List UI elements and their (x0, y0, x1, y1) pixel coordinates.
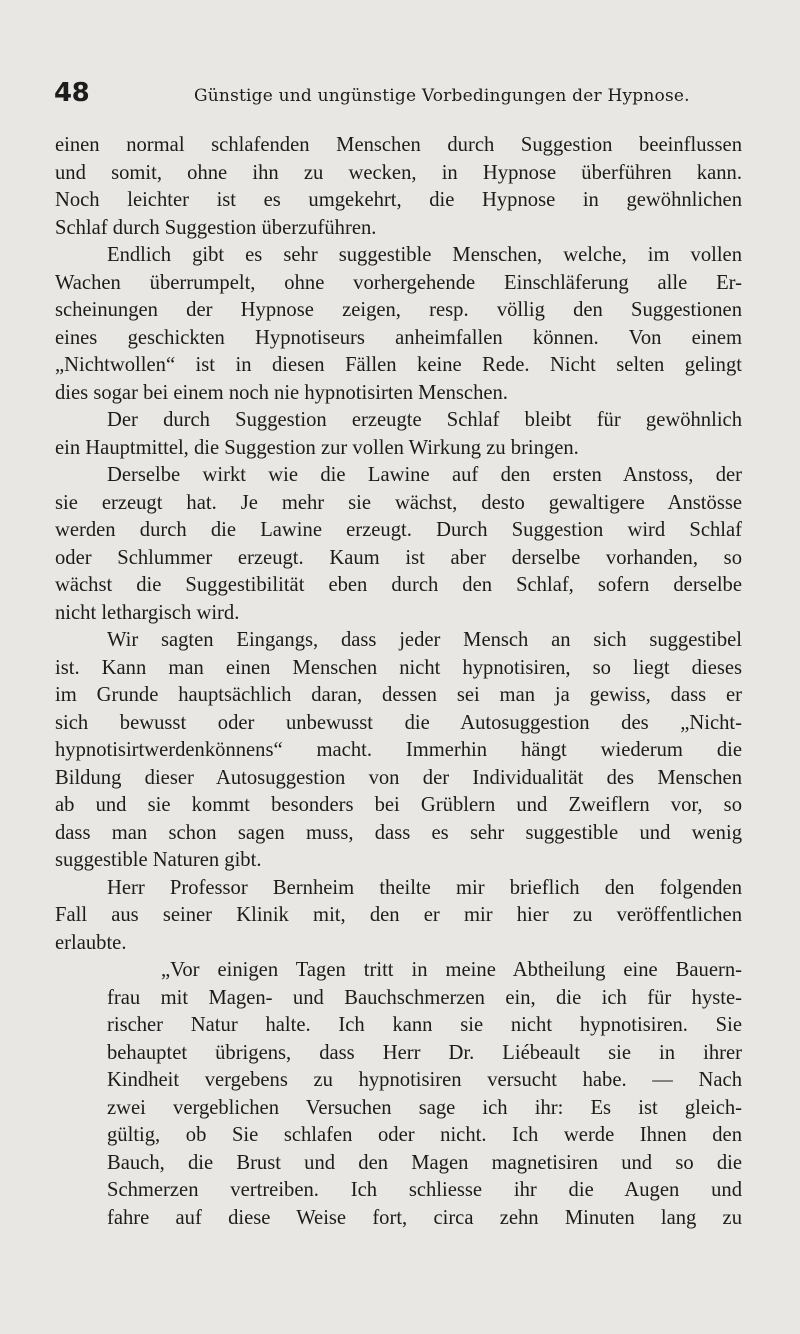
text-line: dies sogar bei einem noch nie hypnotisirten Menschen. (55, 381, 508, 404)
text-line: Schmerzen vertreiben. Ich schliesse ihr die Augen und (107, 1179, 742, 1201)
text-line: und somit, ohne ihn zu wecken, in Hypnose überführen kann. (55, 161, 742, 184)
text-line: Derselbe wirkt wie die Lawine auf den ersten Anstoss, der (107, 464, 742, 486)
text-line: fahre auf diese Weise fort, circa zehn Minuten lang zu (107, 1206, 742, 1229)
text-line: nicht lethargisch wird. (55, 601, 240, 624)
page-number: 48 (54, 78, 90, 108)
paragraph (55, 132, 742, 242)
text-line: behauptet übrigens, dass Herr Dr. Liébeault sie in ihrer (107, 1041, 742, 1064)
text-line: gültig, ob Sie schlafen oder nicht. Ich werde Ihnen den (107, 1124, 742, 1146)
text-line: eines geschickten Hypnotiseurs anheimfallen können. Von einem (55, 326, 742, 349)
text-line: oder Schlummer erzeugt. Kaum ist aber derselbe vorhanden, so (55, 546, 742, 569)
text-line: Herr Professor Bernheim theilte mir brieflich den folgenden (107, 876, 742, 899)
text-line: zwei vergeblichen Versuchen sage ich ihr: Es ist gleich- (107, 1096, 742, 1119)
text-line: ab und sie kommt besonders bei Grüblern und Zweiflern vor, so (55, 794, 742, 816)
text-line: Fall aus seiner Klinik mit, den er mir hier zu veröffentlichen (55, 904, 742, 926)
text-line: „Nichtwollen“ ist in diesen Fällen keine Rede. Nicht selten gelingt (55, 354, 742, 376)
text-line: erlaubte. (55, 931, 127, 954)
text-line: Endlich gibt es sehr suggestible Menschen, welche, im vollen (107, 244, 742, 266)
text-line: Bauch, die Brust und den Magen magnetisiren und so die (107, 1151, 742, 1174)
paragraph (55, 875, 742, 958)
text-line: suggestible Naturen gibt. (55, 849, 262, 871)
text-line: „Vor einigen Tagen tritt in meine Abtheilung eine Bauern- (161, 959, 742, 981)
text-line: Wir sagten Eingangs, dass jeder Mensch an sich suggestibel (107, 629, 742, 651)
text-line: sich bewusst oder unbewusst die Autosuggestion des „Nicht- (55, 711, 742, 734)
text-line: Bildung dieser Autosuggestion von der Individualität des Menschen (55, 766, 742, 789)
body-text (55, 132, 742, 1232)
text-line: Der durch Suggestion erzeugte Schlaf bleibt für gewöhnlich (107, 409, 742, 431)
text-line: sie erzeugt hat. Je mehr sie wächst, desto gewaltigere Anstösse (55, 491, 742, 514)
text-line: dass man schon sagen muss, dass es sehr suggestible und wenig (55, 821, 742, 844)
running-title: Günstige und ungünstige Vorbedingungen der Hypnose. (194, 86, 690, 106)
text-line: rischer Natur halte. Ich kann sie nicht hypnotisiren. Sie (107, 1014, 742, 1036)
paragraph (55, 627, 742, 875)
text-line: einen normal schlafenden Menschen durch Suggestion beeinflussen (55, 134, 742, 156)
quoted-letter (55, 957, 742, 1232)
text-line: scheinungen der Hypnose zeigen, resp. völlig den Suggestionen (55, 299, 742, 321)
text-line: Kindheit vergebens zu hypnotisiren versucht habe. — Nach (107, 1069, 742, 1091)
text-line: Schlaf durch Suggestion überzuführen. (55, 216, 377, 239)
text-line: Noch leichter ist es umgekehrt, die Hypnose in gewöhnlichen (55, 189, 742, 211)
paragraph (55, 462, 742, 627)
text-line: ein Hauptmittel, die Suggestion zur vollen Wirkung zu bringen. (55, 436, 579, 459)
paragraph (55, 242, 742, 407)
text-line: hypnotisirtwerdenkönnens“ macht. Immerhin hängt wiederum die (55, 739, 742, 761)
text-line: wächst die Suggestibilität eben durch den Schlaf, sofern derselbe (55, 574, 742, 596)
page-header (54, 74, 744, 114)
paragraph (55, 407, 742, 462)
text-line: ist. Kann man einen Menschen nicht hypnotisiren, so liegt dieses (55, 656, 742, 679)
text-line: frau mit Magen- und Bauchschmerzen ein, die ich für hyste- (107, 986, 742, 1009)
text-line: im Grunde hauptsächlich daran, dessen sei man ja gewiss, dass er (55, 684, 742, 706)
text-line: Wachen überrumpelt, ohne vorhergehende Einschläferung alle Er- (55, 271, 742, 294)
text-line: werden durch die Lawine erzeugt. Durch Suggestion wird Schlaf (55, 519, 742, 541)
